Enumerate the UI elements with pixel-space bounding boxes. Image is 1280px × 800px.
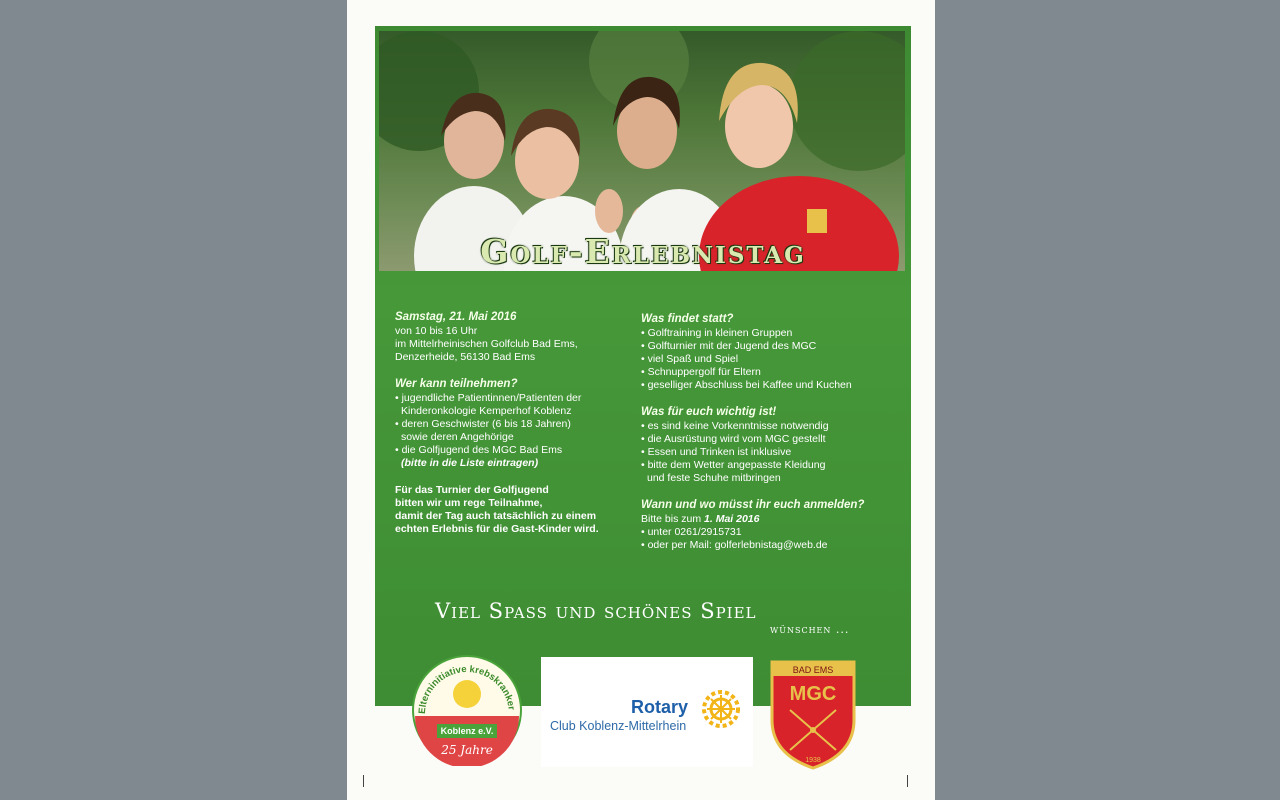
appeal-line: Für das Turnier der Golfjugend: [395, 484, 549, 496]
elterninitiative-logo: [411, 654, 523, 766]
rotary-club-name: Club Koblenz-Mittelrhein: [550, 719, 687, 733]
register-heading: Wann und wo müsst ihr euch anmelden?: [641, 499, 865, 511]
detail-line: im Mittelrheinischen Golfclub Bad Ems,: [395, 338, 578, 350]
important-item: • die Ausrüstung wird vom MGC gestellt: [641, 433, 826, 445]
what-item: • Golfturnier mit der Jugend des MGC: [641, 340, 817, 352]
mgc-top-text: BAD EMS: [792, 665, 834, 675]
green-panel: [375, 26, 911, 706]
important-item: und feste Schuhe mitbringen: [647, 472, 781, 484]
event-date: Samstag, 21. Mai 2016: [395, 311, 517, 323]
who-note: (bitte in die Liste eintragen): [401, 457, 539, 469]
important-item: • es sind keine Vorkenntnisse notwendig: [641, 420, 829, 432]
koblenz-ev-text: Koblenz e.V.: [440, 726, 494, 736]
appeal-line: damit der Tag auch tatsächlich zu einem: [395, 510, 597, 522]
mgc-crest-logo: [768, 658, 858, 770]
crop-mark: [907, 775, 908, 787]
detail-line: Denzerheide, 56130 Bad Ems: [395, 351, 536, 363]
years-text: 25 Jahre: [441, 743, 493, 757]
appeal-line: echten Erlebnis für die Gast-Kinder wird.: [395, 523, 599, 535]
what-heading: Was findet statt?: [641, 313, 734, 325]
who-item: sowie deren Angehörige: [401, 431, 514, 443]
register-intro-line: [641, 513, 901, 526]
appeal-line: bitten wir um rege Teilnahme,: [395, 497, 543, 509]
register-intro: Bitte bis zum: [641, 513, 702, 525]
important-item: • Essen und Trinken ist inklusive: [641, 446, 792, 458]
who-item: • deren Geschwister (6 bis 18 Jahren): [395, 418, 571, 430]
flyer-title: Golf-Erlebnistag: [480, 232, 806, 271]
who-item: Kinderonkologie Kemperhof Koblenz: [401, 405, 572, 417]
mgc-text: MGC: [789, 683, 837, 705]
left-column: [395, 311, 625, 536]
crop-mark: [363, 775, 364, 787]
slogan-sub: wünschen ...: [770, 623, 850, 636]
rotary-wheel-icon: [701, 689, 741, 729]
elterninitiative-arc-text: Elterninitiative krebskranker: [416, 663, 517, 715]
detail-line: von 10 bis 16 Uhr: [395, 325, 478, 337]
what-item: • Golftraining in kleinen Gruppen: [641, 327, 793, 339]
what-item: • viel Spaß und Spiel: [641, 353, 739, 365]
right-column: [641, 313, 901, 552]
who-item: • die Golfjugend des MGC Bad Ems: [395, 444, 563, 456]
flyer-page: [347, 0, 935, 800]
important-item: • bitte dem Wetter angepasste Kleidung: [641, 459, 826, 471]
register-date: 1. Mai 2016: [704, 513, 760, 525]
mgc-year-text: 1938: [805, 757, 821, 764]
who-heading: Wer kann teilnehmen?: [395, 378, 518, 390]
what-item: • geselliger Abschluss bei Kaffee und Kuchen: [641, 379, 852, 391]
rotary-word: Rotary: [631, 697, 689, 717]
who-item: • jugendliche Patientinnen/Patienten der: [395, 392, 582, 404]
important-heading: Was für euch wichtig ist!: [641, 406, 777, 418]
register-item: • unter 0261/2915731: [641, 526, 742, 538]
register-item: • oder per Mail: golferlebnistag@web.de: [641, 539, 828, 551]
what-item: • Schnuppergolf für Eltern: [641, 366, 761, 378]
slogan: Viel Spass und schönes Spiel: [435, 599, 757, 623]
